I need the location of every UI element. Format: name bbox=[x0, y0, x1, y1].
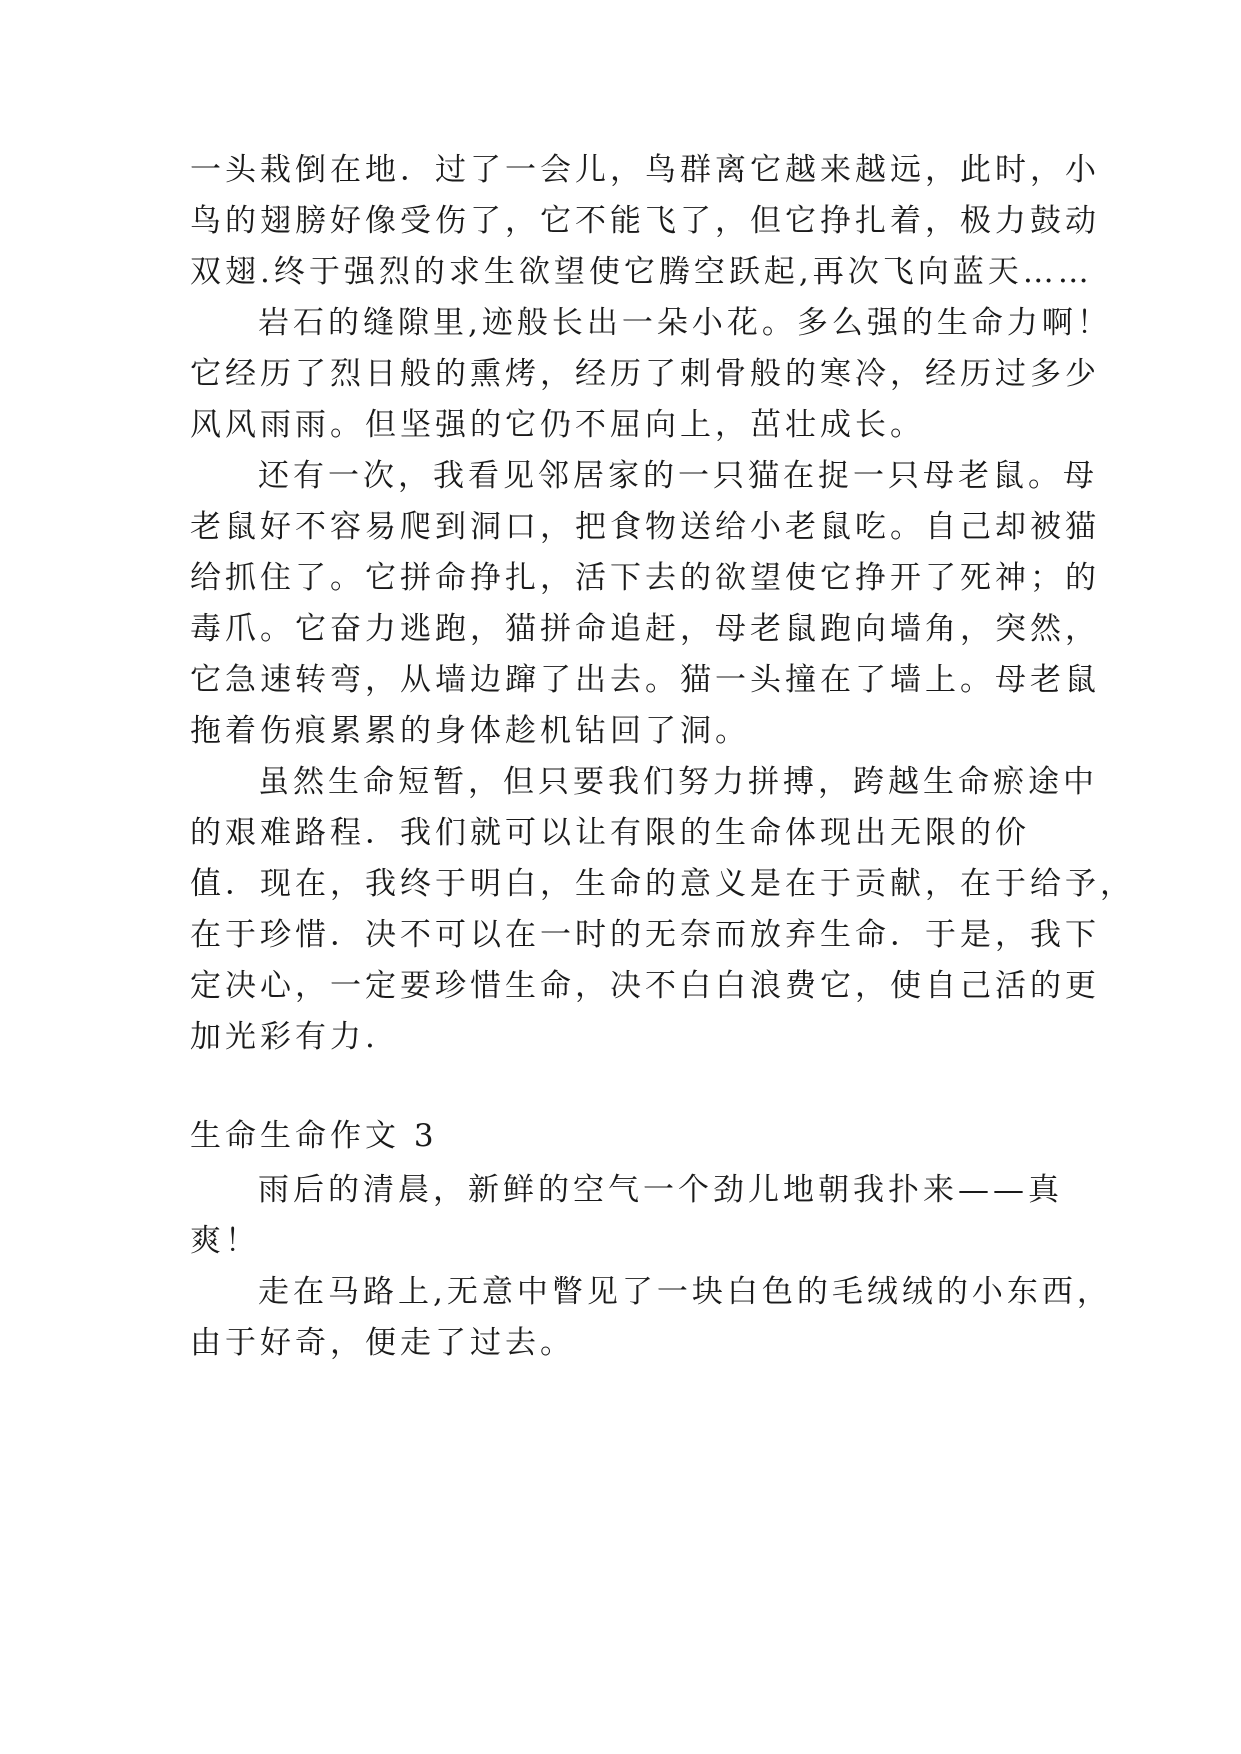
section-title: 生命生命作文 3 bbox=[190, 1118, 438, 1154]
paragraph-line: 爽！ bbox=[190, 1223, 260, 1259]
paragraph-line: 风风雨雨。但坚强的它仍不屈向上，茁壮成长。 bbox=[190, 407, 925, 443]
paragraph-line: 拖着伤痕累累的身体趁机钻回了洞。 bbox=[190, 713, 750, 749]
paragraph-line: 它急速转弯，从墙边蹿了出去。猫一头撞在了墙上。母老鼠 bbox=[190, 662, 1100, 698]
paragraph-line: 加光彩有力. bbox=[190, 1019, 379, 1055]
paragraph-line: 走在马路上,无意中瞥见了一块白色的毛绒绒的小东西， bbox=[258, 1274, 1112, 1310]
paragraph-line: 鸟的翅膀好像受伤了，它不能飞了，但它挣扎着，极力鼓动 bbox=[190, 203, 1100, 239]
paragraph-line: 的艰难路程．我们就可以让有限的生命体现出无限的价 bbox=[190, 815, 1030, 851]
paragraph-line: 老鼠好不容易爬到洞口，把食物送给小老鼠吃。自己却被猫 bbox=[190, 509, 1100, 545]
paragraph-line: 在于珍惜．决不可以在一时的无奈而放弃生命．于是，我下 bbox=[190, 917, 1100, 953]
paragraph-line: 值．现在，我终于明白，生命的意义是在于贡献，在于给予， bbox=[190, 866, 1135, 902]
paragraph-line: 它经历了烈日般的熏烤，经历了刺骨般的寒冷，经历过多少 bbox=[190, 356, 1100, 392]
paragraph-line: 定决心，一定要珍惜生命，决不白白浪费它，使自己活的更 bbox=[190, 968, 1100, 1004]
paragraph-line: 虽然生命短暂，但只要我们努力拼搏，跨越生命瘀途中 bbox=[258, 764, 1098, 800]
paragraph-line: 由于好奇，便走了过去。 bbox=[190, 1325, 575, 1361]
paragraph-line: 双翅.终于强烈的求生欲望使它腾空跃起,再次飞向蓝天…… bbox=[190, 254, 1093, 290]
paragraph-line: 还有一次，我看见邻居家的一只猫在捉一只母老鼠。母 bbox=[258, 458, 1098, 494]
paragraph-line: 毒爪。它奋力逃跑，猫拼命追赶，母老鼠跑向墙角，突然， bbox=[190, 611, 1100, 647]
paragraph-line: 给抓住了。它拼命挣扎，活下去的欲望使它挣开了死神；的 bbox=[190, 560, 1100, 596]
paragraph-line: 一头栽倒在地．过了一会儿，鸟群离它越来越远，此时，小 bbox=[190, 152, 1100, 188]
paragraph-line: 岩石的缝隙里,迹般长出一朵小花。多么强的生命力啊！ bbox=[258, 305, 1112, 341]
paragraph-line: 雨后的清晨，新鲜的空气一个劲儿地朝我扑来——真 bbox=[258, 1172, 1063, 1208]
